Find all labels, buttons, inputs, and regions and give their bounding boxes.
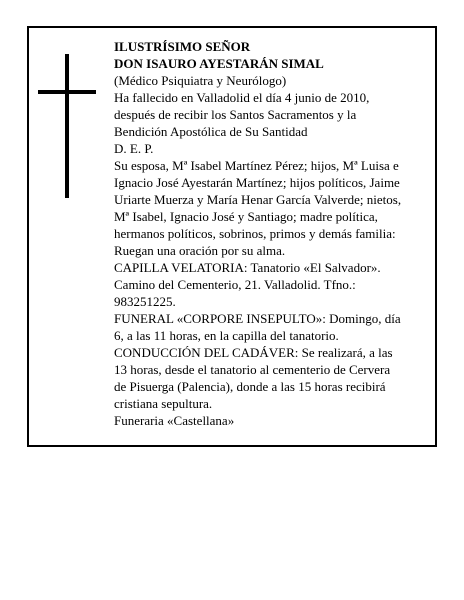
deceased-name: DON ISAURO AYESTARÁN SIMAL [114, 56, 324, 71]
conduction-info: CONDUCCIÓN DEL CADÁVER: Se realizará, a las 13 horas, desde el tanatorio al cementerio de Cervera de Pisuerga (Palencia), donde a las 15 horas recibirá cristiana sepultura. [114, 345, 393, 411]
chapel-info: CAPILLA VELATORIA: Tanatorio «El Salvador». Camino del Cementerio, 21. Valladolid. Tfno.: 983251225. [114, 260, 381, 309]
death-notice: Ha fallecido en Valladolid el día 4 junio de 2010, después de recibir los Santos Sacramentos y la Bendición Apostólica de Su Santidad [114, 90, 370, 139]
funeral-home: Funeraria «Castellana» [114, 413, 235, 428]
heading-title: ILUSTRÍSIMO SEÑOR [114, 39, 251, 54]
family-list: Su esposa, Mª Isabel Martínez Pérez; hijos, Mª Luisa e Ignacio José Ayestarán Martínez; hijos políticos, Jaime Uriarte Muerza y María Henar García Valverde; nietos, Mª Isabel, Ignacio José y Santiago; madre política, hermanos políticos, sobrinos, primos y demás familia: [114, 158, 402, 241]
profession: (Médico Psiquiatra y Neurólogo) [114, 73, 287, 88]
cross-vertical-bar [65, 54, 69, 198]
rip: D. E. P. [114, 141, 154, 156]
funeral-info: FUNERAL «CORPORE INSEPULTO»: Domingo, día 6, a las 11 horas, en la capilla del tanatorio. [114, 311, 401, 343]
cross-icon [38, 54, 96, 198]
prayer-request: Ruegan una oración por su alma. [114, 243, 286, 258]
cross-horizontal-bar [38, 90, 96, 94]
obituary-text [114, 38, 404, 429]
